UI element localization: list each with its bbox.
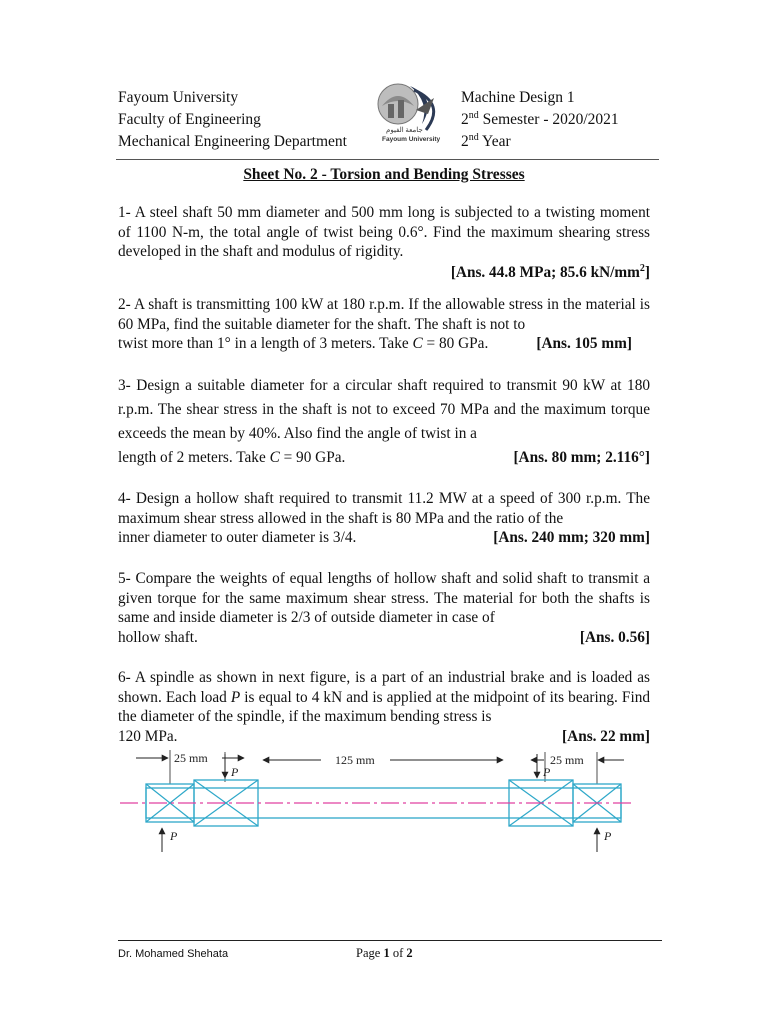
spindle-figure xyxy=(118,748,648,858)
load-label-top-right: P xyxy=(543,765,551,779)
problem-1-text: 1- A steel shaft 50 mm diameter and 500 mm long is subjected to a twisting moment of 1100 N-m, the total angle of twist being 0.6°. Find the maximum shearing stress developed in the shaft and modulus of rigidity. xyxy=(118,204,650,260)
problem-4-last-line: inner diameter to outer diameter is 3/4. [Ans. 240 mm; 320 mm] xyxy=(118,529,650,546)
problem-6-text: 6- A spindle as shown in next figure, is a part of an industrial brake and is loaded as shown. Each load P is equal to 4 kN and is applied at the midpoint of its bearing. Find the diameter of the spindle, if the maximum bending stress is xyxy=(118,669,650,725)
problem-2 xyxy=(118,295,650,354)
problem-6 xyxy=(118,668,650,746)
problem-3 xyxy=(118,374,650,470)
university-logo xyxy=(368,80,458,144)
problem-5-answer: [Ans. 0.56] xyxy=(579,628,650,646)
problem-3-text: 3- Design a suitable diameter for a circular shaft required to transmit 90 kW at 180 r.p.m. The shear stress in the shaft is not to exceed 70 MPa and the maximum torque exceeds the mean by 40%. Also find the angle of twist in a xyxy=(118,377,650,442)
problem-3-answer: [Ans. 80 mm; 2.116°] xyxy=(513,449,650,466)
problem-1 xyxy=(118,203,650,282)
problem-5-text: 5- Compare the weights of equal lengths of hollow shaft and solid shaft to transmit a given torque for the same maximum shear stress. The material for both the shafts is same and inside diameter is 2/3 of outside diameter in case of xyxy=(118,570,650,626)
problem-2-last-line: twist more than 1° in a length of 3 meters. Take C = 80 GPa. [Ans. 105 mm] xyxy=(118,335,632,352)
load-label-top-left: P xyxy=(231,765,239,779)
dim-center-label: 125 mm xyxy=(335,753,375,767)
logo-arabic-text: جامعة الفيوم xyxy=(386,126,423,134)
header-rule xyxy=(116,159,659,160)
footer-author: Dr. Mohamed Shehata xyxy=(118,948,229,960)
logo-english-text: Fayoum University xyxy=(382,136,441,143)
problem-4-answer: [Ans. 240 mm; 320 mm] xyxy=(493,529,650,546)
course-block xyxy=(461,87,619,153)
semester-line: 2nd Semester - 2020/2021 xyxy=(461,110,619,128)
institution-block xyxy=(118,87,347,153)
footer-rule xyxy=(118,940,662,941)
department-name: Mechanical Engineering Department xyxy=(118,133,347,150)
year-line: 2nd Year xyxy=(461,132,511,150)
problem-1-answer: [Ans. 44.8 MPa; 85.6 $kN/mm^2$] xyxy=(450,262,650,281)
problem-2-text: 2- A shaft is transmitting 100 kW at 180 r.p.m. If the allowable stress in the material is 60 MPa, find the suitable diameter for the shaft. The shaft is not to xyxy=(118,296,650,333)
dim-right-label: 25 mm xyxy=(550,753,584,767)
university-name: Fayoum University xyxy=(118,89,239,106)
faculty-name: Faculty of Engineering xyxy=(118,111,261,128)
problem-6-answer: [Ans. 22 mm] xyxy=(562,727,650,745)
sheet-title: Sheet No. 2 - Torsion and Bending Stresses xyxy=(243,166,525,183)
problem-4 xyxy=(118,489,650,548)
problem-5-last-line: hollow shaft. [Ans. 0.56] xyxy=(118,628,650,646)
course-name: Machine Design 1 xyxy=(461,89,575,106)
problem-2-answer: [Ans. 105 mm] xyxy=(536,335,632,352)
problem-6-last-line: 120 MPa. [Ans. 22 mm] xyxy=(118,727,650,745)
page-number: Page 1 of 2 xyxy=(356,946,413,960)
problem-5 xyxy=(118,569,650,647)
problem-4-text: 4- Design a hollow shaft required to transmit 11.2 MW at a speed of 300 r.p.m. The maximum shear stress allowed in the shaft is 80 MPa and the ratio of the xyxy=(118,490,650,527)
dim-left-label: 25 mm xyxy=(174,751,208,765)
reaction-label-left: P xyxy=(170,829,178,843)
reaction-label-right: P xyxy=(604,829,612,843)
problem-3-last-line: length of 2 meters. Take C = 90 GPa. [Ans. 80 mm; 2.116°] xyxy=(118,446,650,470)
